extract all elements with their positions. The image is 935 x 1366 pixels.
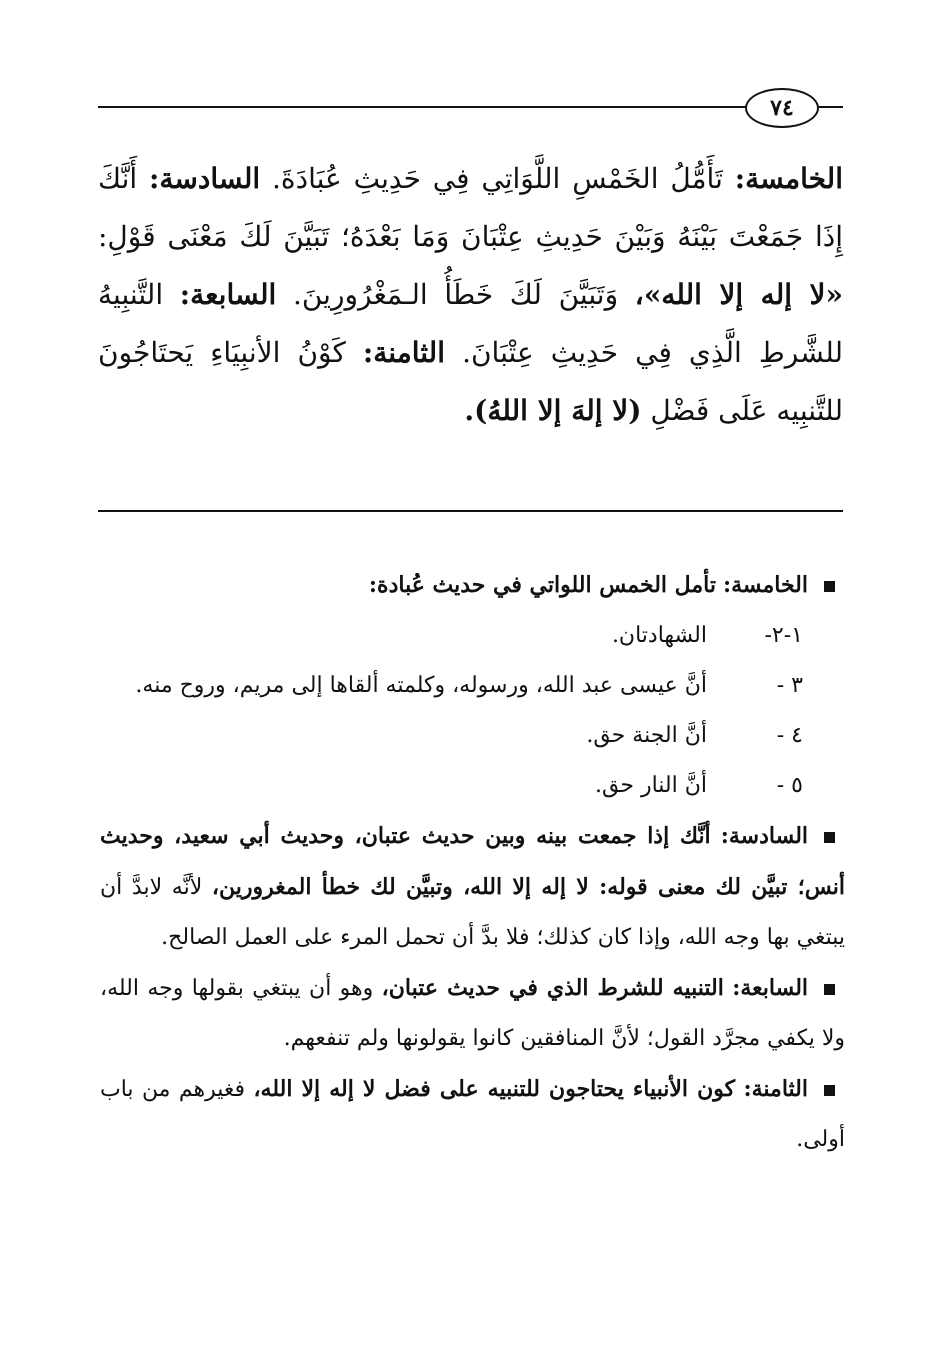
note-sixth-text: لأنَّه لابدَّ أن يبتغي بها وجه الله، وإذا كان كذلك؛ فلا بدَّ أن تحمل المرء على العمل الصالح. (100, 875, 845, 950)
list-item (100, 661, 845, 711)
note-seventh (100, 963, 845, 1064)
list-item (100, 711, 845, 761)
list-item-number: ١-٢- (764, 623, 803, 648)
list-item-text: أنَّ النار حق. (595, 773, 707, 798)
list-item-text: أنَّ الجنة حق. (586, 723, 707, 748)
seventh-text: التَّنبِيهُ للشَّرطِ الَّذِي فِي حَدِيثِ عِتْبَانَ. (98, 278, 844, 369)
sixth-label: السادسة: (149, 162, 261, 195)
list-item-number: ٥ - (776, 773, 803, 798)
note-eighth-text: فغيرهم من باب أولى. (100, 1077, 845, 1152)
square-bullet-icon (824, 1085, 835, 1096)
eighth-label: الثامنة: (362, 336, 445, 369)
note-seventh-label: السابعة: (732, 975, 809, 1001)
note-eighth-label: الثامنة: (743, 1076, 808, 1102)
header-rule (98, 106, 747, 108)
note-sixth-bold-text: أنَّك إذا جمعت بينه وبين حديث عتبان، وحديث أبي سعيد، وحديث أنس؛ تبيَّن لك معنى قوله: لا إله إلا الله، وتبيَّن لك خطأ المغرورين، (100, 823, 845, 900)
note-fifth-text: تأمل الخمس اللواتي في حديث عُبادة: (368, 572, 716, 598)
list-item-text: الشهادتان. (611, 623, 707, 648)
seventh-label: السابعة: (179, 278, 277, 311)
note-fifth-list (100, 611, 845, 811)
fifth-text: تَأَمُّلُ الخَمْسِ اللَّوَاتِي فِي حَدِيثِ عُبَادَةَ. (272, 162, 723, 195)
note-sixth-label: السادسة: (720, 823, 809, 849)
note-seventh-bold-text: التنبيه للشرط الذي في حديث عتبان، (381, 975, 724, 1001)
fifth-label: الخامسة: (734, 162, 843, 195)
footnote-divider (98, 510, 843, 512)
eighth-quote: (لا إلهَ إلا اللهُ). (464, 394, 642, 427)
square-bullet-icon (824, 581, 835, 592)
sixth-text-2: وَتَبَيَّنَ لَكَ خَطَأُ الـمَغْرُورِينَ. (292, 278, 619, 311)
list-item-number: ٤ - (776, 723, 803, 748)
square-bullet-icon (824, 984, 835, 995)
note-seventh-text: وهو أن يبتغي بقولها وجه الله، ولا يكفي مجرَّد القول؛ لأنَّ المنافقين كانوا يقولونها ولم تنفعهم. (100, 976, 845, 1051)
main-text (98, 150, 843, 440)
note-fifth-label: الخامسة: (722, 572, 808, 598)
page-number: ٧٤ (745, 88, 819, 128)
list-item-number: ٣ - (776, 673, 803, 698)
page-header (98, 84, 843, 130)
note-eighth-bold-text: كون الأنبياء يحتاجون للتنبيه على فضل لا إله إلا الله، (253, 1076, 736, 1102)
sixth-quote: «لا إله إلا الله»، (634, 278, 843, 311)
sixth-text: أَنَّكَ إِذَا جَمَعْتَ بَيْنَهُ وَبَيْنَ حَدِيثِ عِتْبَانَ وَمَا بَعْدَهُ؛ تَبَيَّنَ لَكَ مَعْنَى قَوْلِ: (98, 162, 843, 253)
eighth-text: كَوْنُ الأنبِيَاءِ يَحتَاجُونَ للتَّنبِيه عَلَى فَضْلِ (98, 336, 843, 427)
note-sixth (100, 811, 845, 963)
list-item (100, 761, 845, 811)
square-bullet-icon (824, 832, 835, 843)
note-eighth (100, 1064, 845, 1165)
footnotes (100, 560, 845, 1165)
list-item-text: أنَّ عيسى عبد الله، ورسوله، وكلمته ألقاها إلى مريم، وروح منه. (135, 673, 707, 698)
header-rule-right (819, 106, 843, 108)
note-fifth (100, 560, 845, 611)
list-item (100, 611, 845, 661)
